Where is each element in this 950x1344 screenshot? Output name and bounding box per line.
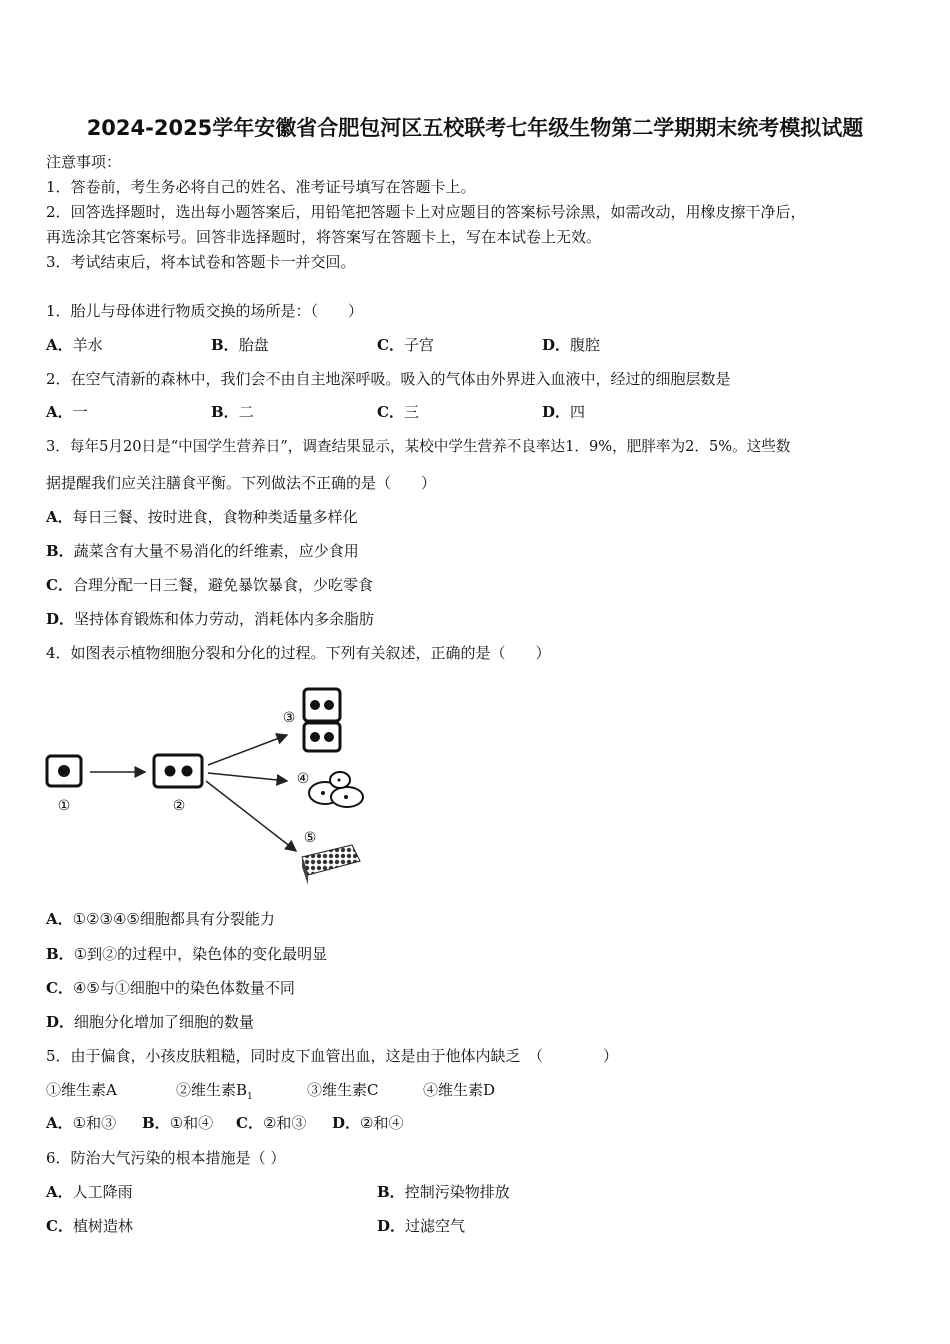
q5-option-b[interactable]: [142, 1113, 213, 1133]
question-3-stem-cont: 据提醒我们应关注膳食平衡。下列做法不正确的是（ ）: [46, 474, 437, 492]
label-4: ④: [296, 771, 310, 787]
option-letter: A．: [46, 910, 73, 928]
cell-5-tissue: [302, 845, 360, 885]
question-2-stem: 2．在空气清新的森林中，我们会不由自主地深呼吸。吸入的气体由外界进入血液中，经过的细胞层数是: [46, 370, 731, 388]
option-text: 植树造林: [72, 1217, 133, 1235]
page-title: 2024-2025学年安徽省合肥包河区五校联考七年级生物第二学期期末统考模拟试题: [86, 116, 864, 140]
q4-option-d[interactable]: [46, 1012, 254, 1032]
q2-option-b[interactable]: [211, 402, 254, 422]
arrow: [208, 773, 287, 781]
option-text: ①和③: [72, 1114, 117, 1132]
option-text: 子宫: [403, 336, 434, 354]
option-letter: C．: [236, 1114, 263, 1132]
option-text: 四: [570, 403, 586, 421]
option-text: ①和④: [169, 1114, 214, 1132]
option-text: 细胞分化增加了细胞的数量: [74, 1013, 255, 1031]
option-letter: C．: [46, 979, 73, 997]
option-letter: B．: [211, 336, 239, 354]
option-letter: D．: [377, 1217, 406, 1235]
arrow: [206, 781, 296, 851]
option-text: 三: [403, 403, 419, 421]
notice-heading: 注意事项：: [46, 153, 122, 171]
cell-4-cluster: [309, 772, 363, 807]
option-letter: B．: [46, 542, 74, 560]
q4-option-a[interactable]: [46, 909, 275, 929]
option-text: ②和③: [262, 1114, 307, 1132]
option-text: ①到②的过程中，染色体的变化最明显: [73, 945, 328, 963]
subscript: 1: [247, 1092, 253, 1102]
option-letter: A．: [46, 336, 73, 354]
q3-option-b[interactable]: [46, 541, 359, 561]
q3-option-d[interactable]: [46, 609, 374, 629]
option-letter: D．: [46, 610, 75, 628]
item-text: 维生素C: [322, 1081, 379, 1099]
question-5-stem: 5．由于偏食，小孩皮肤粗糙，同时皮下血管出血，这是由于他体内缺乏 （ ）: [46, 1047, 619, 1065]
label-1: ①: [57, 798, 71, 814]
arrow: [208, 735, 287, 765]
item-mark: ③: [307, 1081, 323, 1099]
option-text: 蔬菜含有大量不易消化的纤维素，应少食用: [73, 542, 359, 560]
item-text: 维生素D: [438, 1081, 496, 1099]
option-letter: D．: [542, 336, 571, 354]
q5-item-4: [423, 1080, 495, 1100]
notice-item: 1．答卷前，考生务必将自己的姓名、准考证号填写在答题卡上。: [46, 178, 476, 196]
cell-1: [47, 756, 81, 786]
q6-option-b[interactable]: [377, 1182, 510, 1202]
item-text: 维生素B: [191, 1081, 248, 1099]
option-text: 坚持体育锻炼和体力劳动，消耗体内多余脂肪: [74, 610, 375, 628]
option-letter: A．: [46, 403, 73, 421]
question-4-stem: 4．如图表示植物细胞分裂和分化的过程。下列有关叙述，正确的是（ ）: [46, 644, 551, 662]
q5-option-d[interactable]: [332, 1113, 403, 1133]
option-letter: D．: [332, 1114, 361, 1132]
option-letter: A．: [46, 508, 73, 526]
question-1-stem: 1．胎儿与母体进行物质交换的场所是：（ ）: [46, 302, 364, 320]
option-letter: A．: [46, 1183, 73, 1201]
option-letter: C．: [46, 576, 73, 594]
option-text: 控制污染物排放: [404, 1183, 510, 1201]
option-text: 一: [72, 403, 88, 421]
item-text: 维生素A: [61, 1081, 117, 1099]
q5-option-a[interactable]: [46, 1113, 116, 1133]
option-text: 二: [238, 403, 254, 421]
cell-3-stack: [304, 689, 340, 751]
q2-option-d[interactable]: [542, 402, 585, 422]
question-3-stem: 3．每年5月20日是“中国学生营养日”，调查结果显示，某校中学生营养不良率达1．9%，肥胖率为2．5%。这些数: [46, 438, 791, 455]
item-mark: ④: [423, 1081, 439, 1099]
option-letter: C．: [46, 1217, 73, 1235]
q4-option-b[interactable]: [46, 944, 327, 964]
option-text: 人工降雨: [72, 1183, 133, 1201]
option-text: ②和④: [360, 1114, 404, 1132]
q5-item-3: [307, 1080, 379, 1100]
q4-option-c[interactable]: [46, 978, 295, 998]
q1-option-a[interactable]: [46, 335, 103, 355]
q6-option-d[interactable]: [377, 1216, 465, 1236]
q3-option-a[interactable]: [46, 507, 358, 527]
label-3: ③: [282, 710, 296, 726]
q6-option-c[interactable]: [46, 1216, 133, 1236]
option-text: 每日三餐、按时进食，食物种类适量多样化: [72, 508, 358, 526]
cell-division-diagram: [40, 685, 380, 890]
item-mark: ②: [176, 1081, 192, 1099]
q5-option-c[interactable]: [236, 1113, 306, 1133]
q1-option-d[interactable]: [542, 335, 600, 355]
option-text: ①②③④⑤细胞都具有分裂能力: [72, 910, 275, 928]
option-letter: C．: [377, 336, 404, 354]
option-letter: B．: [211, 403, 239, 421]
question-6-stem: 6．防治大气污染的根本措施是（ ）: [46, 1149, 286, 1167]
q1-option-b[interactable]: [211, 335, 269, 355]
q2-option-a[interactable]: [46, 402, 88, 422]
option-text: 胎盘: [238, 336, 269, 354]
option-letter: D．: [46, 1013, 75, 1031]
option-text: 腹腔: [570, 336, 601, 354]
q3-option-c[interactable]: [46, 575, 373, 595]
label-5: ⑤: [303, 830, 317, 846]
option-letter: A．: [46, 1114, 73, 1132]
item-mark: ①: [46, 1081, 62, 1099]
q5-item-1: [46, 1080, 117, 1100]
notice-item: 2．回答选择题时，选出每小题答案后，用铅笔把答题卡上对应题目的答案标号涂黑，如需改动，用橡皮擦干净后，: [46, 203, 806, 221]
q1-option-c[interactable]: [377, 335, 434, 355]
q2-option-c[interactable]: [377, 402, 419, 422]
option-letter: B．: [142, 1114, 170, 1132]
option-text: 羊水: [72, 336, 103, 354]
option-text: ④⑤与①细胞中的染色体数量不同: [72, 979, 295, 997]
q5-item-2: [176, 1080, 253, 1107]
option-letter: B．: [377, 1183, 405, 1201]
option-text: 过滤空气: [405, 1217, 466, 1235]
notice-item: 3．考试结束后，将本试卷和答题卡一并交回。: [46, 253, 356, 271]
label-2: ②: [172, 798, 186, 814]
option-letter: B．: [46, 945, 74, 963]
notice-item: 再选涂其它答案标号。回答非选择题时，将答案写在答题卡上，写在本试卷上无效。: [46, 228, 602, 246]
option-text: 合理分配一日三餐，避免暴饮暴食，少吃零食: [72, 576, 373, 594]
cell-2: [154, 755, 202, 787]
option-letter: C．: [377, 403, 404, 421]
option-letter: D．: [542, 403, 571, 421]
q6-option-a[interactable]: [46, 1182, 133, 1202]
